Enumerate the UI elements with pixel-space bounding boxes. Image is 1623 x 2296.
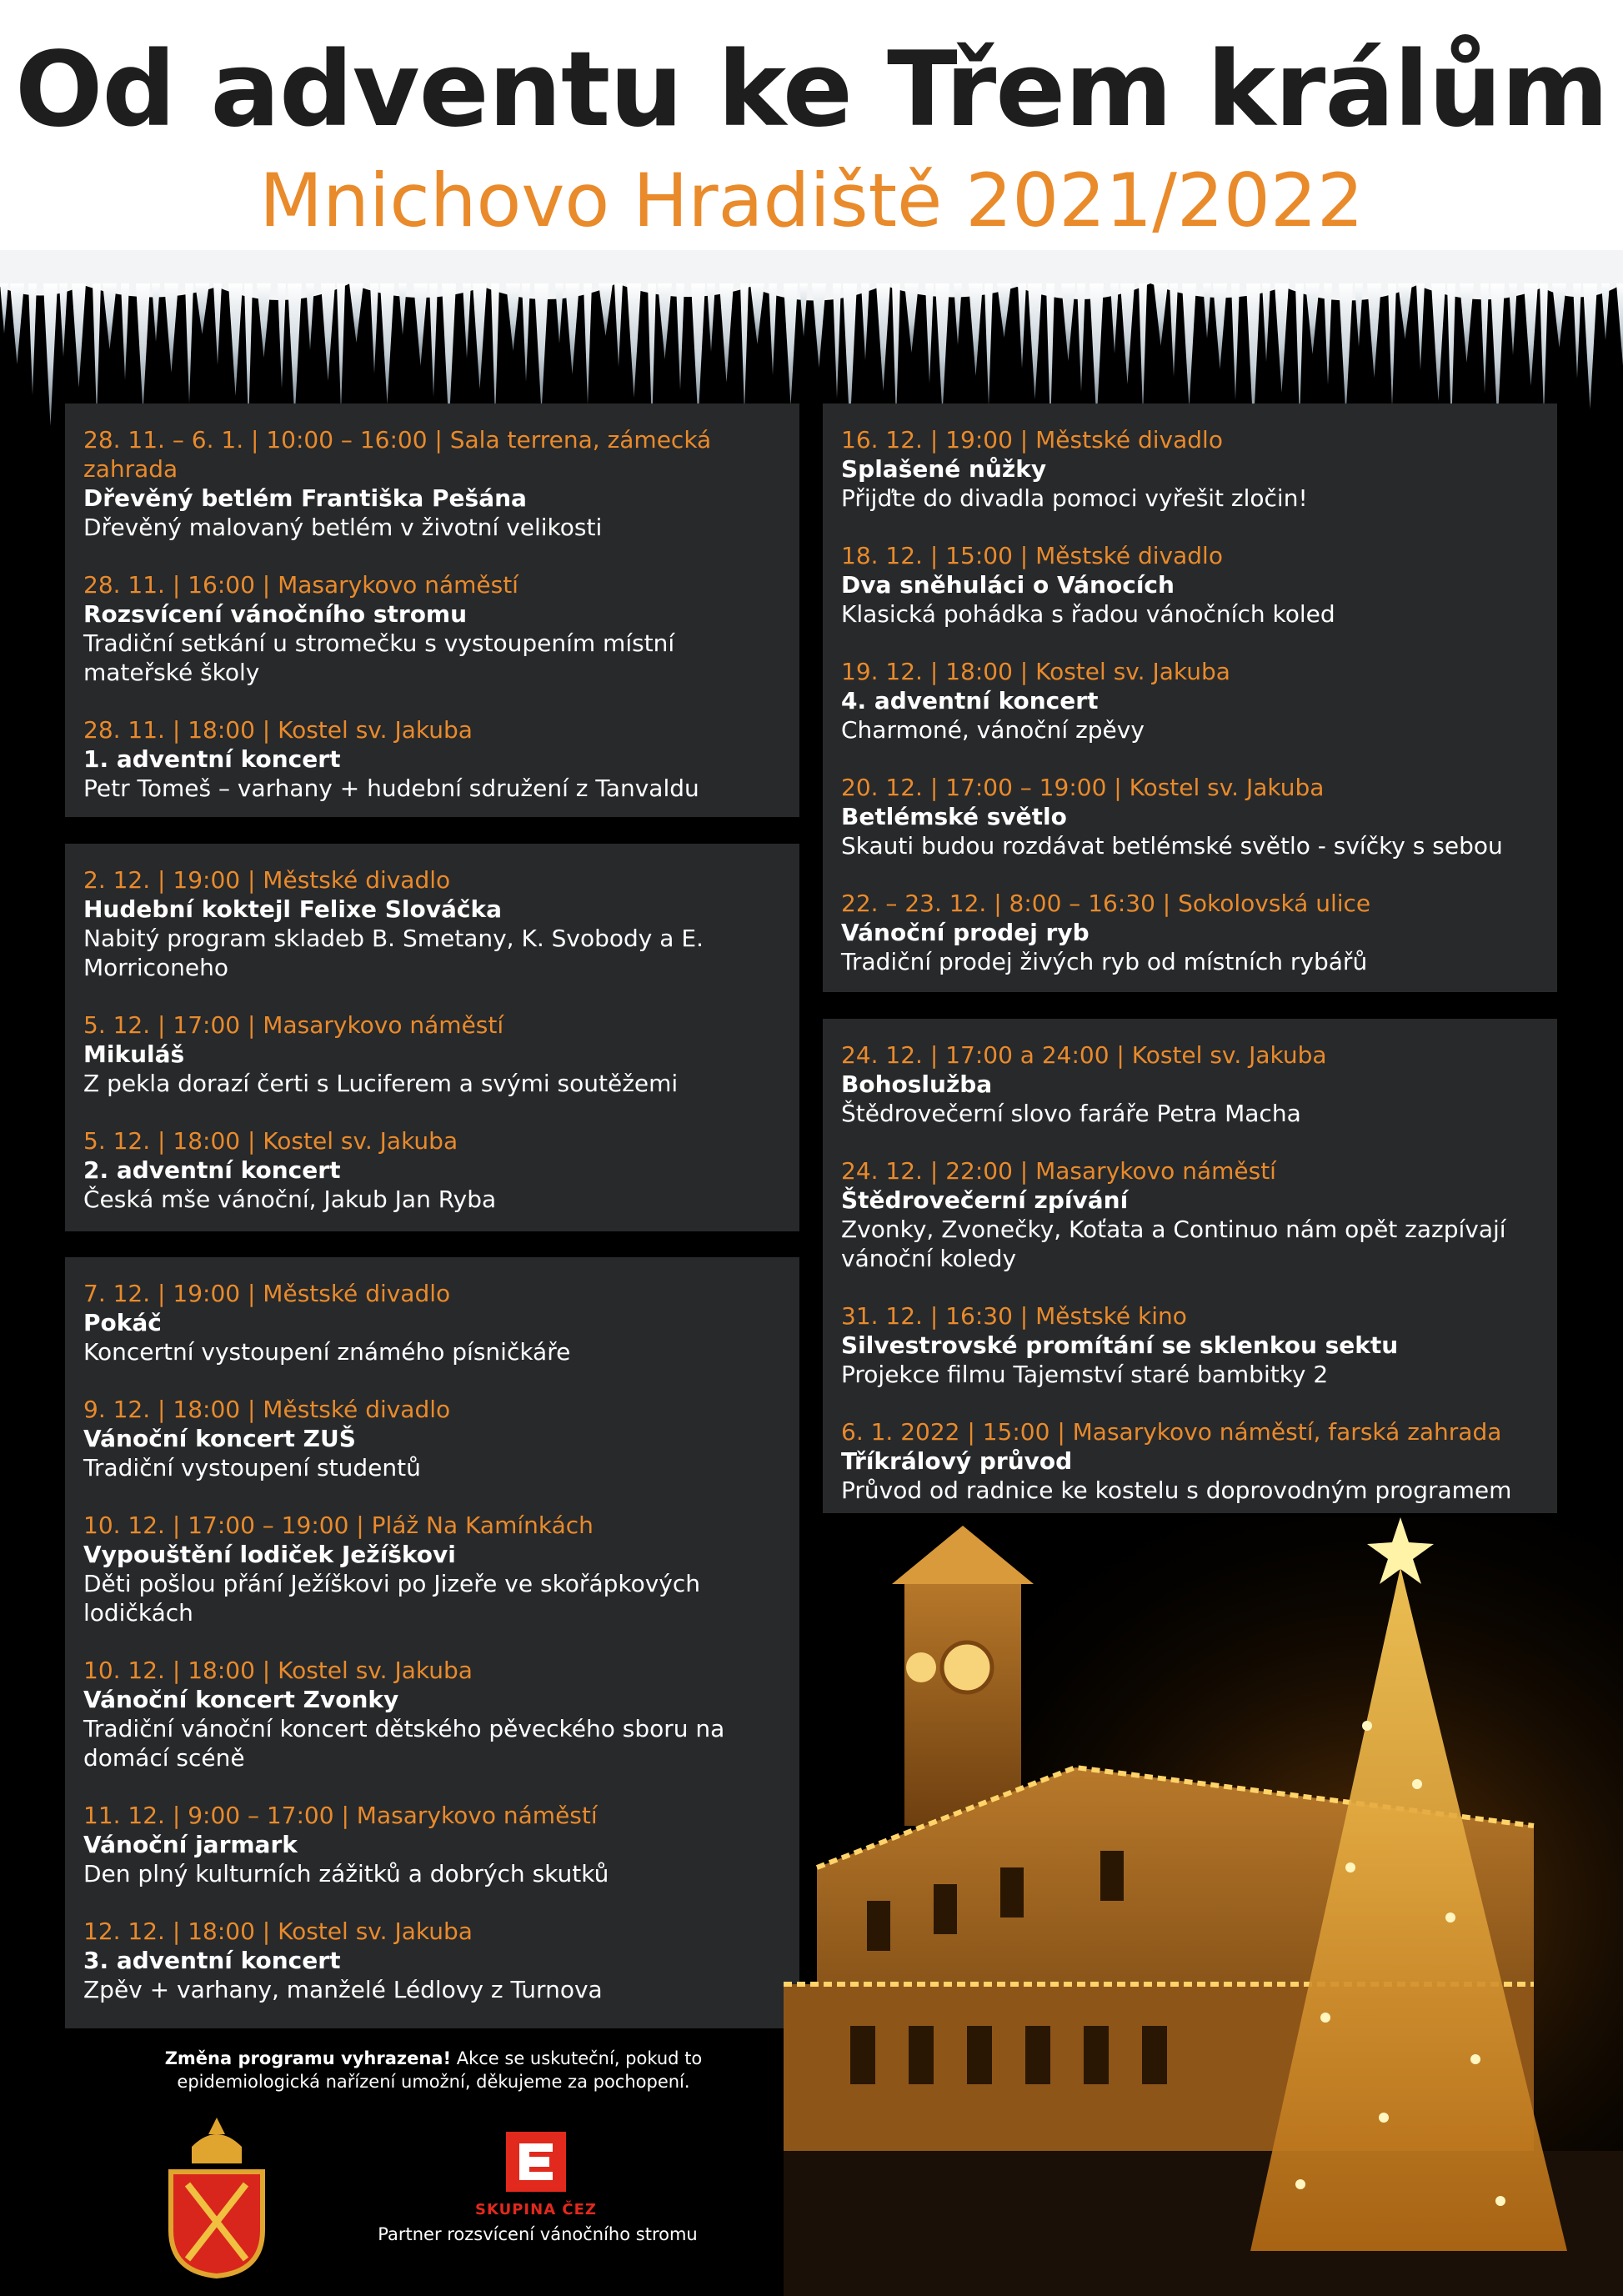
event-description: Charmoné, vánoční zpěvy [841, 716, 1145, 744]
event-item [83, 1010, 781, 1098]
event-description: Zpěv + varhany, manželé Lédlovy z Turnova [83, 1976, 603, 2003]
icicles-decoration [0, 250, 1623, 425]
event-title: 3. adventní koncert [83, 1947, 341, 1974]
event-title: Štědrovečerní zpívání [841, 1186, 1129, 1214]
event-item [83, 1511, 781, 1627]
event-title: Rozsvícení vánočního stromu [83, 600, 468, 628]
event-description: Děti pošlou přání Ježíškovi po Jizeře ve skořápkových lodičkách [83, 1570, 701, 1627]
event-title: 1. adventní koncert [83, 745, 341, 773]
event-date-venue: 7. 12. | 19:00 | Městské divadlo [83, 1280, 451, 1307]
event-description: Z pekla dorazí čerti s Luciferem a svými soutěžemi [83, 1070, 679, 1097]
event-date-venue: 6. 1. 2022 | 15:00 | Masarykovo náměstí, farská zahrada [841, 1418, 1502, 1446]
event-title: Vánoční prodej ryb [841, 919, 1090, 946]
event-item [841, 773, 1539, 860]
event-item [841, 889, 1539, 976]
event-item [841, 541, 1539, 629]
event-panel [65, 844, 799, 1231]
event-date-venue: 2. 12. | 19:00 | Městské divadlo [83, 866, 451, 894]
event-date-venue: 28. 11. | 16:00 | Masarykovo náměstí [83, 571, 518, 599]
event-description: Tradiční prodej živých ryb od místních rybářů [841, 948, 1368, 975]
event-title: Splašené nůžky [841, 455, 1047, 483]
event-item [83, 425, 781, 542]
event-date-venue: 20. 12. | 17:00 – 19:00 | Kostel sv. Jakuba [841, 774, 1325, 801]
event-item [83, 1656, 781, 1772]
event-title: Vypouštění lodiček Ježíškovi [83, 1541, 456, 1568]
event-item [841, 657, 1539, 744]
event-description: Klasická pohádka s řadou vánočních koled [841, 600, 1335, 628]
event-title: 4. adventní koncert [841, 687, 1099, 714]
event-description: Skauti budou rozdávat betlémské světlo - svíčky s sebou [841, 832, 1503, 860]
sponsor-name: SKUPINA ČEZ [475, 2201, 597, 2218]
page-title: Od adventu ke Třem králům [15, 30, 1608, 150]
header [0, 0, 1623, 275]
event-title: Dva sněhuláci o Vánocích [841, 571, 1175, 599]
event-item [83, 1279, 781, 1366]
event-date-venue: 31. 12. | 16:30 | Městské kino [841, 1302, 1187, 1330]
event-date-venue: 10. 12. | 17:00 – 19:00 | Pláž Na Kamínkách [83, 1511, 594, 1539]
event-description: Projekce filmu Tajemství staré bambitky 2 [841, 1361, 1329, 1388]
event-item [83, 865, 781, 982]
note-bold: Změna programu vyhrazena! [164, 2048, 452, 2068]
event-description: Den plný kulturních zážitků a dobrých skutků [83, 1860, 609, 1887]
event-title: 2. adventní koncert [83, 1156, 341, 1184]
event-item [83, 1395, 781, 1482]
event-title: Mikuláš [83, 1040, 185, 1068]
event-panel [823, 404, 1557, 992]
event-description: Tradiční vystoupení studentů [83, 1454, 421, 1481]
event-date-venue: 10. 12. | 18:00 | Kostel sv. Jakuba [83, 1657, 473, 1684]
page-subtitle: Mnichovo Hradiště 2021/2022 [259, 158, 1364, 243]
event-date-venue: 5. 12. | 18:00 | Kostel sv. Jakuba [83, 1127, 458, 1155]
event-date-venue: 28. 11. | 18:00 | Kostel sv. Jakuba [83, 716, 473, 744]
event-item [83, 1917, 781, 2004]
note-text: Akce se uskuteční, pokud to epidemiologická nařízení umožní, děkujeme za pochopení. [177, 2048, 703, 2092]
event-panel [65, 1257, 799, 2028]
town-crest-icon [158, 2113, 275, 2280]
event-item [841, 1040, 1539, 1128]
event-date-venue: 11. 12. | 9:00 – 17:00 | Masarykovo náměstí [83, 1802, 598, 1829]
event-item [83, 1801, 781, 1888]
event-title: Pokáč [83, 1309, 162, 1336]
event-description: Česká mše vánoční, Jakub Jan Ryba [83, 1186, 497, 1213]
event-date-venue: 28. 11. – 6. 1. | 10:00 – 16:00 | Sala terrena, zámecká zahrada [83, 426, 712, 483]
event-description: Tradiční setkání u stromečku s vystoupením místní mateřské školy [83, 629, 675, 686]
event-description: Koncertní vystoupení známého písničkáře [83, 1338, 571, 1366]
event-date-venue: 22. – 23. 12. | 8:00 – 16:30 | Sokolovská ulice [841, 890, 1371, 917]
event-date-venue: 19. 12. | 18:00 | Kostel sv. Jakuba [841, 658, 1230, 685]
event-date-venue: 5. 12. | 17:00 | Masarykovo náměstí [83, 1011, 504, 1039]
event-item [841, 425, 1539, 513]
event-panel [823, 1019, 1557, 1513]
event-title: Vánoční koncert Zvonky [83, 1686, 399, 1713]
program-change-note [100, 2047, 767, 2093]
event-item [841, 1417, 1539, 1505]
cez-logo-icon [506, 2132, 566, 2192]
event-description: Štědrovečerní slovo faráře Petra Macha [841, 1100, 1301, 1127]
event-date-venue: 12. 12. | 18:00 | Kostel sv. Jakuba [83, 1918, 473, 1945]
event-description: Průvod od radnice ke kostelu s doprovodným programem [841, 1476, 1512, 1504]
town-hall-and-tree-illustration [784, 1517, 1623, 2296]
event-title: Silvestrovské promítání se sklenkou sektu [841, 1331, 1399, 1359]
event-date-venue: 24. 12. | 17:00 a 24:00 | Kostel sv. Jakuba [841, 1041, 1327, 1069]
sponsor-caption: Partner rozsvícení vánočního stromu [378, 2224, 698, 2244]
event-date-venue: 24. 12. | 22:00 | Masarykovo náměstí [841, 1157, 1276, 1185]
event-item [83, 570, 781, 687]
event-date-venue: 16. 12. | 19:00 | Městské divadlo [841, 426, 1223, 454]
event-panel [65, 404, 799, 817]
event-description: Dřevěný malovaný betlém v životní velikosti [83, 514, 603, 541]
event-description: Zvonky, Zvonečky, Koťata a Continuo nám opět zazpívají vánoční koledy [841, 1216, 1506, 1272]
event-date-venue: 9. 12. | 18:00 | Městské divadlo [83, 1396, 451, 1423]
event-title: Betlémské světlo [841, 803, 1067, 830]
event-title: Vánoční jarmark [83, 1831, 298, 1858]
event-item [83, 715, 781, 803]
event-item [841, 1301, 1539, 1389]
event-title: Dřevěný betlém Františka Pešána [83, 484, 527, 512]
event-date-venue: 18. 12. | 15:00 | Městské divadlo [841, 542, 1223, 569]
event-title: Tříkrálový průvod [841, 1447, 1073, 1475]
event-description: Petr Tomeš – varhany + hudební sdružení z Tanvaldu [83, 775, 699, 802]
event-item [83, 1126, 781, 1214]
event-description: Přijďte do divadla pomoci vyřešit zločin! [841, 484, 1308, 512]
event-item [841, 1156, 1539, 1273]
event-title: Vánoční koncert ZUŠ [83, 1425, 356, 1452]
event-title: Bohoslužba [841, 1070, 993, 1098]
event-title: Hudební koktejl Felixe Slováčka [83, 895, 503, 923]
event-description: Nabitý program skladeb B. Smetany, K. Svobody a E. Morriconeho [83, 925, 704, 981]
event-description: Tradiční vánoční koncert dětského pěveckého sboru na domácí scéně [83, 1715, 725, 1772]
